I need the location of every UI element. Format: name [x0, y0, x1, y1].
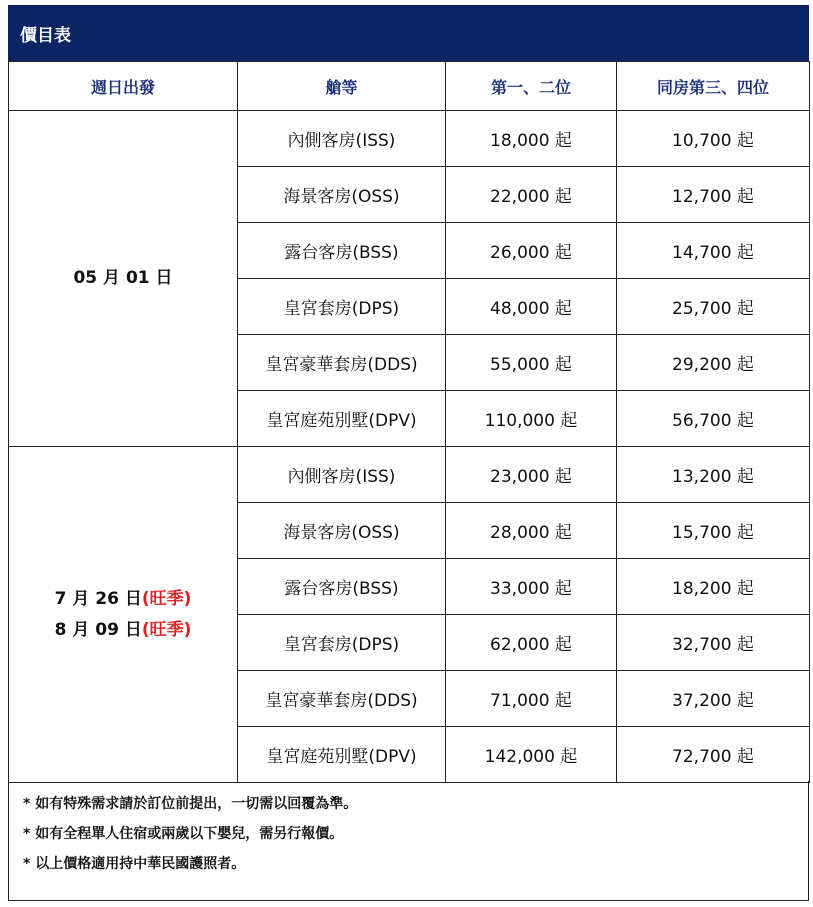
price-third-fourth: 37,200 起	[617, 671, 810, 727]
departure-date-cell	[9, 447, 238, 783]
price-third-fourth: 32,700 起	[617, 615, 810, 671]
price-third-fourth: 72,700 起	[617, 727, 810, 783]
notes-section	[8, 781, 809, 901]
price-first-second: 62,000 起	[446, 615, 617, 671]
cabin-cell: 皇宮庭苑別墅(DPV)	[238, 727, 446, 783]
price-first-second: 22,000 起	[446, 167, 617, 223]
cabin-cell: 內側客房(ISS)	[238, 111, 446, 167]
price-table-title: 價目表	[8, 5, 809, 61]
price-table	[8, 61, 810, 783]
price-first-second: 33,000 起	[446, 559, 617, 615]
note-line: * 如有特殊需求請於訂位前提出，一切需以回覆為準。	[23, 796, 358, 812]
departure-date-cell	[9, 111, 238, 447]
peak-season-label: (旺季)	[141, 588, 192, 609]
price-third-fourth: 18,200 起	[617, 559, 810, 615]
cabin-cell: 露台客房(BSS)	[238, 223, 446, 279]
header-departure: 週日出發	[9, 62, 238, 111]
price-third-fourth: 15,700 起	[617, 503, 810, 559]
price-third-fourth: 29,200 起	[617, 335, 810, 391]
peak-season-label: (旺季)	[141, 619, 192, 640]
header-first-second: 第一、二位	[446, 62, 617, 111]
price-first-second: 71,000 起	[446, 671, 617, 727]
price-first-second: 26,000 起	[446, 223, 617, 279]
price-third-fourth: 56,700 起	[617, 391, 810, 447]
price-first-second: 23,000 起	[446, 447, 617, 503]
price-first-second: 28,000 起	[446, 503, 617, 559]
price-third-fourth: 12,700 起	[617, 167, 810, 223]
cabin-cell: 內側客房(ISS)	[238, 447, 446, 503]
header-cabin: 艙等	[238, 62, 446, 111]
price-third-fourth: 25,700 起	[617, 279, 810, 335]
price-first-second: 110,000 起	[446, 391, 617, 447]
header-third-fourth: 同房第三、四位	[617, 62, 810, 111]
price-third-fourth: 14,700 起	[617, 223, 810, 279]
price-third-fourth: 13,200 起	[617, 447, 810, 503]
cabin-cell: 皇宮豪華套房(DDS)	[238, 335, 446, 391]
note-line: * 如有全程單人住宿或兩歲以下嬰兒，需另行報價。	[23, 826, 344, 842]
cabin-cell: 海景客房(OSS)	[238, 503, 446, 559]
price-first-second: 55,000 起	[446, 335, 617, 391]
departure-date: 8 月 09 日	[54, 619, 142, 640]
price-first-second: 48,000 起	[446, 279, 617, 335]
departure-date: 05 月 01 日	[73, 268, 173, 288]
table-row	[9, 447, 810, 503]
note-line: * 以上價格適用持中華民國護照者。	[23, 856, 246, 872]
departure-date: 7 月 26 日	[54, 588, 142, 609]
cabin-cell: 皇宮庭苑別墅(DPV)	[238, 391, 446, 447]
cabin-cell: 露台客房(BSS)	[238, 559, 446, 615]
cabin-cell: 皇宮套房(DPS)	[238, 615, 446, 671]
price-first-second: 18,000 起	[446, 111, 617, 167]
price-first-second: 142,000 起	[446, 727, 617, 783]
price-third-fourth: 10,700 起	[617, 111, 810, 167]
table-row	[9, 111, 810, 167]
cabin-cell: 皇宮套房(DPS)	[238, 279, 446, 335]
cabin-cell: 海景客房(OSS)	[238, 167, 446, 223]
cabin-cell: 皇宮豪華套房(DDS)	[238, 671, 446, 727]
header-row	[9, 62, 810, 111]
